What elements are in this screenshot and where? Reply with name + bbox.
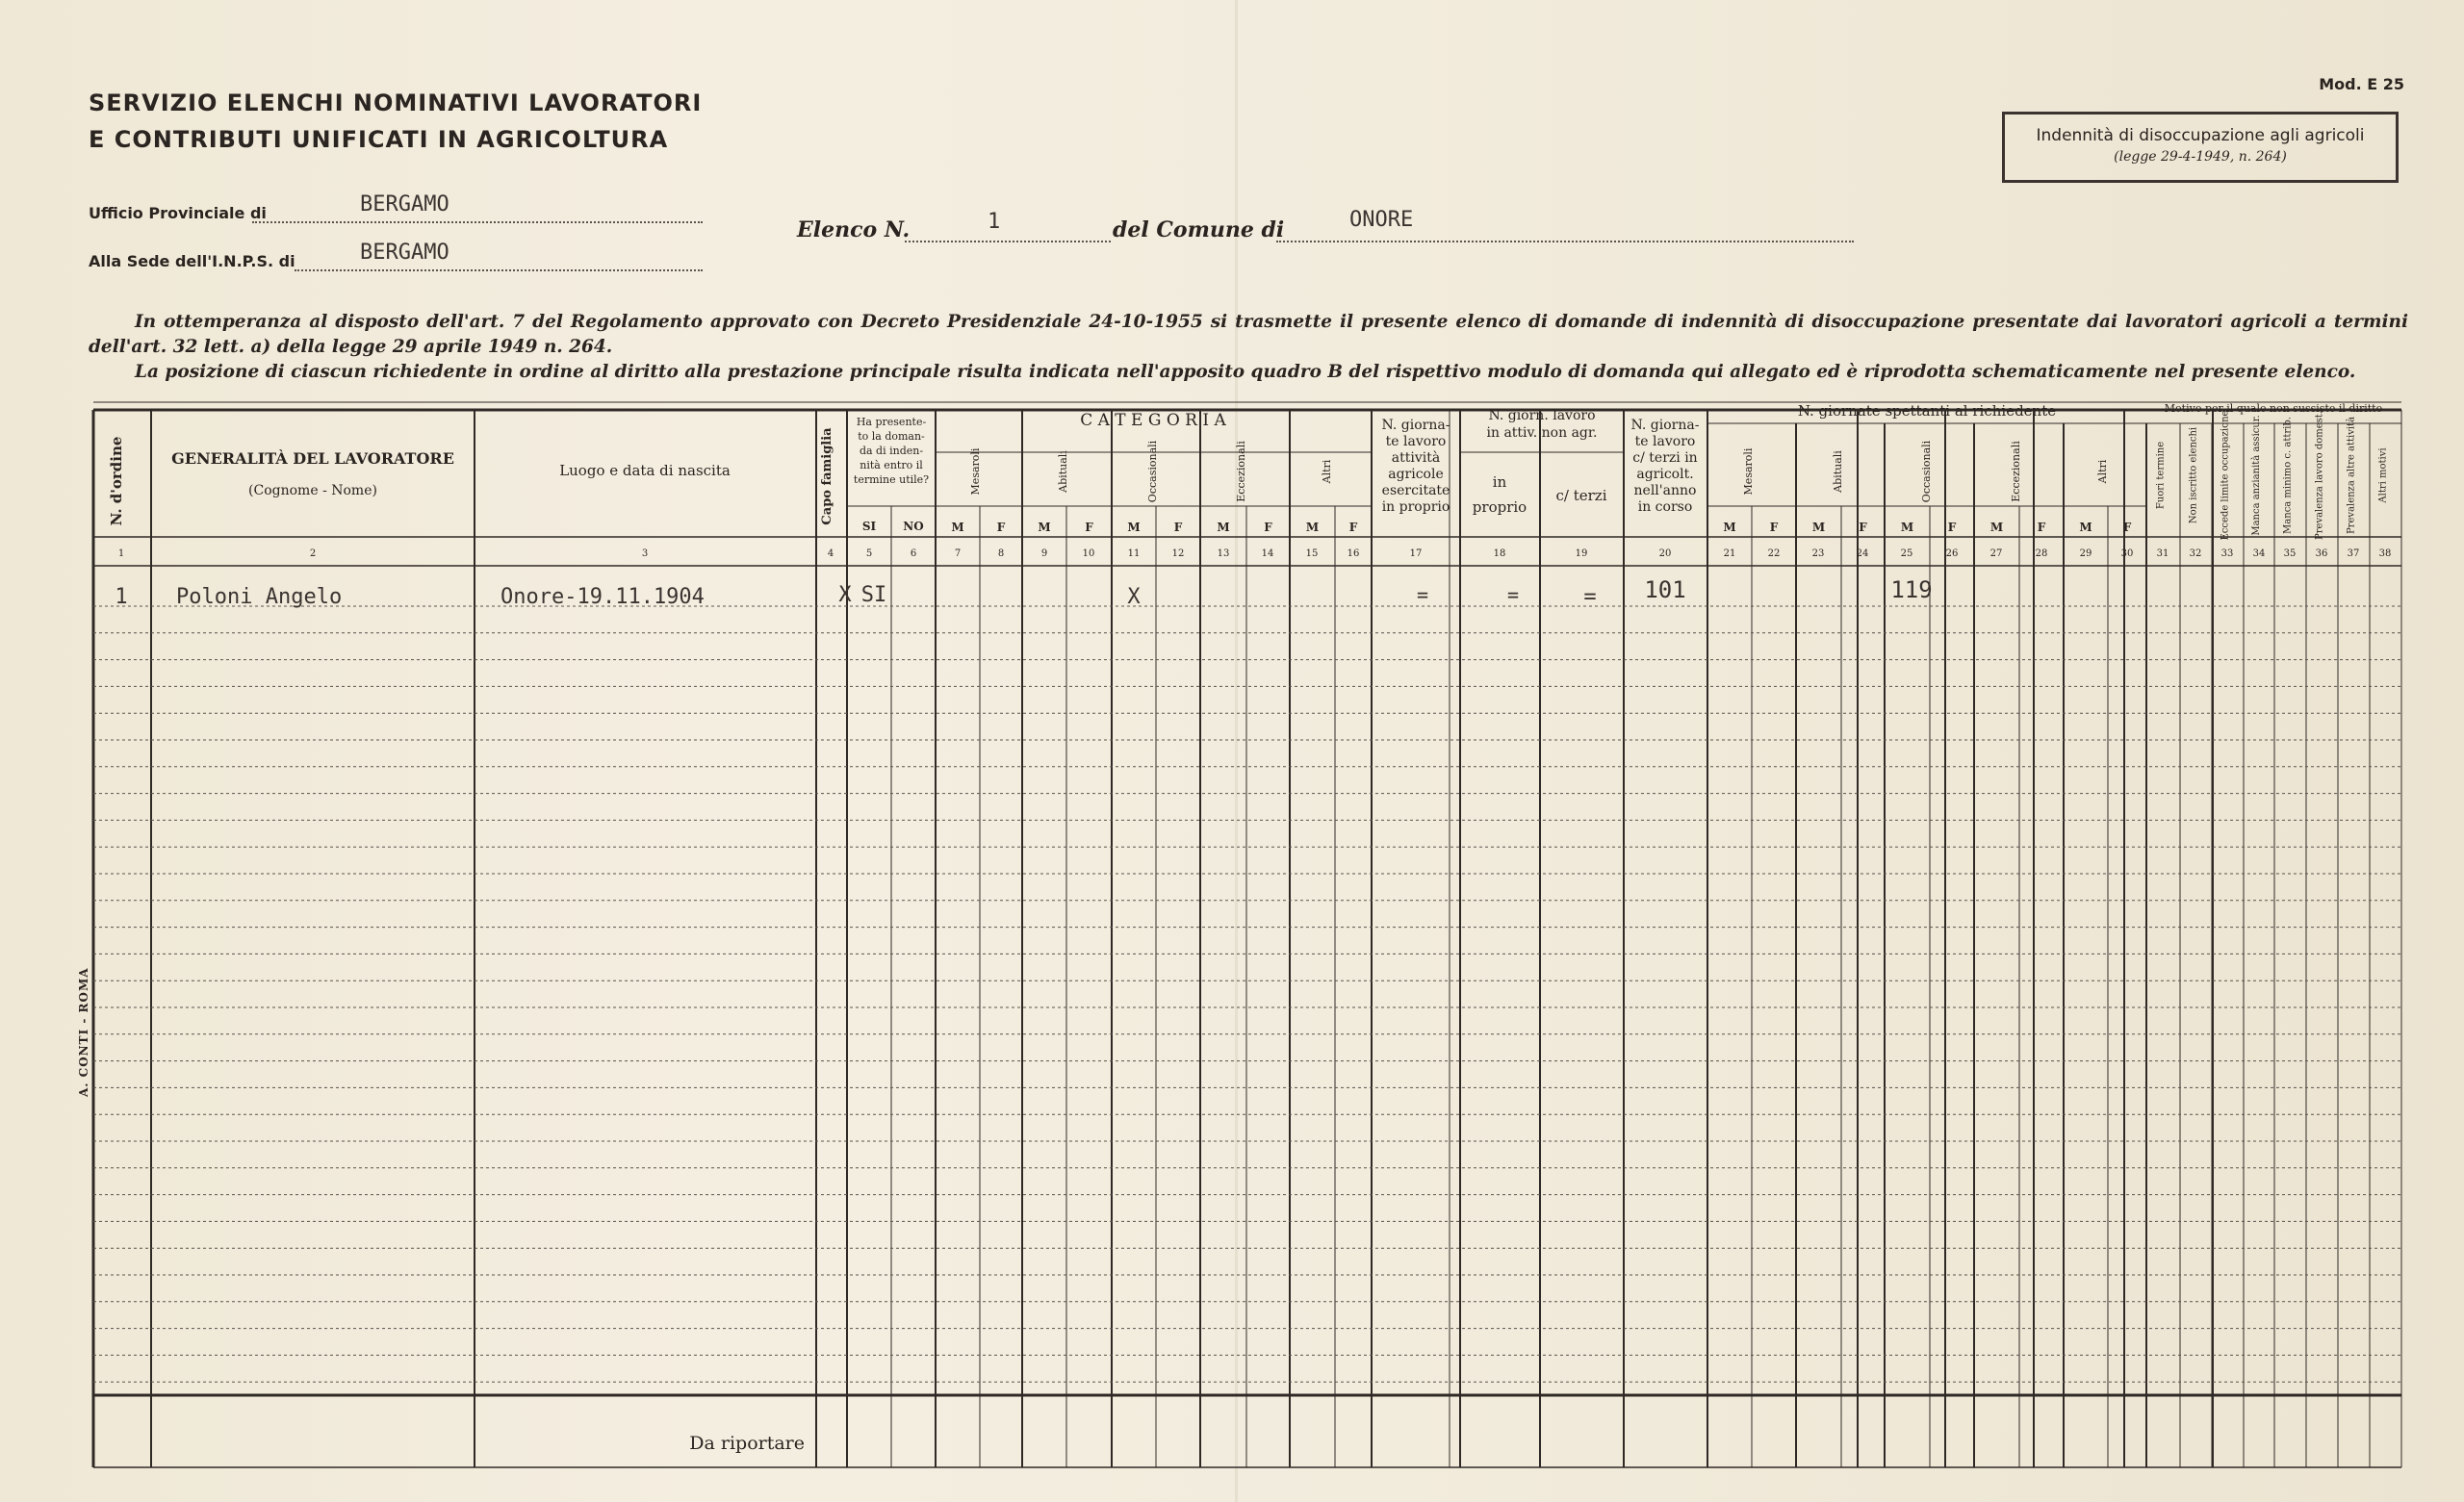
motivo-5: Prevalenza lavoro domest.: [2314, 411, 2325, 540]
col-18-header: in: [1492, 473, 1507, 491]
col-capo-header: Capo famiglia: [820, 427, 834, 525]
entry-col20: 101: [1644, 576, 1686, 603]
column-number: 3: [641, 548, 649, 559]
motivo-7: Altri motivi: [2377, 447, 2389, 503]
entry-ordine: 1: [115, 585, 128, 609]
column-number: 21: [1723, 548, 1736, 559]
mf-label: M: [1811, 521, 1826, 534]
motivo-3: Manca anzianità assicur.: [2251, 415, 2262, 536]
col-cognome-header: (Cognome - Nome): [248, 483, 377, 498]
col-no-header: NO: [903, 520, 924, 533]
category-2: Occasionali: [1146, 440, 1159, 503]
col-presentato-header: da di inden-: [859, 445, 924, 457]
mf-label: M: [1038, 521, 1051, 534]
mf-label: M: [1989, 521, 2004, 534]
sede-value[interactable]: BERGAMO: [360, 241, 449, 265]
motivo-1: Non iscritto elenchi: [2188, 426, 2199, 524]
column-number: 34: [2252, 548, 2266, 559]
entry-capo: X: [838, 583, 852, 607]
mf-label: F: [2122, 521, 2132, 534]
category-3: Eccezionali: [1235, 441, 1247, 502]
category-4: Altri: [1321, 459, 1333, 484]
col-17-header: attività: [1391, 450, 1441, 466]
col-18-header: proprio: [1472, 498, 1527, 516]
motivo-4: Manca minimo c. attrib.: [2282, 417, 2294, 534]
motivo-header: Motivo per il quale non sussiste il diritto: [2164, 402, 2383, 415]
spettanti-category-2: Occasionali: [1920, 440, 1933, 503]
entry-si: SI: [860, 583, 887, 607]
col-17-header: agricole: [1388, 467, 1444, 482]
column-number: 13: [1217, 548, 1230, 559]
category-0: Mesaroli: [969, 447, 982, 496]
mf-label: F: [1264, 521, 1272, 534]
entry-col17: =: [1416, 583, 1429, 606]
column-number: 14: [1261, 548, 1274, 559]
col-presentato-header: to la doman-: [858, 430, 925, 443]
indemnity-box-title: Indennità di disoccupazione agli agricoli: [2036, 126, 2365, 145]
column-number: 19: [1575, 548, 1588, 559]
spettanti-category-1: Abituali: [1832, 450, 1844, 493]
entry-occasionali-giornate: 119: [1890, 576, 1933, 603]
col-si-header: SI: [861, 520, 877, 533]
mf-label: M: [951, 521, 964, 534]
mf-label: F: [1859, 521, 1867, 534]
mf-label: F: [1348, 521, 1358, 534]
column-number: 25: [1900, 548, 1913, 559]
org-line-2: E CONTRIBUTI UNIFICATI IN AGRICOLTURA: [89, 126, 669, 153]
col-18-19-header: in attiv. non agr.: [1486, 425, 1598, 441]
col-17-header: te lavoro: [1385, 434, 1447, 449]
col-presentato-header: Ha presente-: [856, 416, 927, 428]
org-line-1: SERVIZIO ELENCHI NOMINATIVI LAVORATORI: [89, 89, 703, 116]
column-number: 9: [1040, 548, 1048, 559]
column-number: 5: [865, 548, 873, 559]
column-number: 37: [2347, 548, 2360, 559]
column-number: 12: [1171, 548, 1185, 559]
column-number: 27: [1989, 548, 2003, 559]
ufficio-label: Ufficio Provinciale di: [89, 204, 267, 222]
sede-label: Alla Sede dell'I.N.P.S. di: [89, 252, 295, 270]
column-number: 17: [1409, 548, 1423, 559]
column-number: 26: [1945, 548, 1959, 559]
entry-col19: =: [1583, 585, 1597, 609]
col-17-header: N. giorna-: [1381, 418, 1450, 433]
col-20-header: nell'anno: [1633, 483, 1697, 498]
column-number: 31: [2156, 548, 2169, 559]
model-number: Mod. E 25: [2319, 75, 2404, 93]
column-number: 28: [2035, 548, 2048, 559]
printer-credit: A. CONTI - ROMA: [77, 967, 90, 1097]
column-number: 36: [2315, 548, 2328, 559]
column-number: 20: [1658, 548, 1672, 559]
col-luogo-header: Luogo e data di nascita: [559, 462, 731, 479]
col-18-19-header: N. giorn. lavoro: [1488, 408, 1596, 423]
mf-label: M: [1305, 521, 1320, 534]
categoria-header: C A T E G O R I A: [1080, 411, 1226, 430]
ufficio-value[interactable]: BERGAMO: [360, 192, 449, 216]
footer-da-riportare: Da riportare: [689, 1433, 805, 1454]
mf-label: M: [1900, 521, 1914, 534]
entry-col18: =: [1506, 583, 1520, 606]
intro-paragraph-2: La posizione di ciascun richiedente in ordine al diritto alla prestazione principale risulta indicata nell'apposito quadro B del rispettivo modulo di domanda qui allegato ed è riprodotta schematicamente nel presente elenco.: [135, 362, 2356, 382]
col-20-header: in corso: [1637, 499, 1693, 515]
mf-label: F: [1769, 521, 1779, 534]
column-number: 38: [2378, 548, 2392, 559]
column-number: 33: [2220, 548, 2234, 559]
col-17-header: in proprio: [1381, 499, 1450, 515]
col-generalita-header: GENERALITÀ DEL LAVORATORE: [171, 449, 454, 468]
mf-label: M: [1217, 521, 1230, 534]
table-header-text: [108, 402, 2391, 1454]
column-number: 1: [117, 548, 125, 559]
entry-nome: Poloni Angelo: [176, 585, 343, 609]
column-number: 8: [997, 548, 1005, 559]
col-20-header: te lavoro: [1634, 434, 1696, 449]
elenco-label: Elenco N.: [797, 217, 911, 242]
intro-paragraph-1: In ottemperanza al disposto dell'art. 7 del Regolamento approvato con Decreto Presidenziale 24-10-1955 si trasmette il presente elenco di domande di indennità di disoccupazione presentate dai lavoratori agricoli a termini dell'art. 32 lett. a) della legge 29 aprile 1949 n. 264.: [89, 312, 2408, 357]
motivo-6: Prevalenza altre attività: [2346, 416, 2357, 535]
col-19-header: c/ terzi: [1555, 487, 1607, 504]
comune-label: del Comune di: [1113, 217, 1285, 242]
column-number: 2: [309, 548, 317, 559]
row-rules: [93, 606, 2401, 1382]
mf-label: F: [2037, 521, 2046, 534]
column-number: 32: [2189, 548, 2202, 559]
entry-occasionali-m: X: [1127, 585, 1141, 609]
column-number: 10: [1082, 548, 1095, 559]
table-entries: [115, 576, 1932, 609]
column-number: 18: [1493, 548, 1506, 559]
col-20-header: c/ terzi in: [1632, 450, 1698, 466]
spettanti-category-4: Altri: [2096, 459, 2109, 484]
col-presentato-header: termine utile?: [853, 473, 930, 486]
motivo-0: Fuori termine: [2155, 441, 2167, 510]
indemnity-box-law: (legge 29-4-1949, n. 264): [2114, 149, 2287, 165]
column-number: 30: [2120, 548, 2134, 559]
col-20-header: N. giorna-: [1630, 418, 1700, 433]
column-number: 24: [1856, 548, 1869, 559]
spettanti-category-0: Mesaroli: [1742, 447, 1755, 496]
comune-value[interactable]: ONORE: [1349, 208, 1414, 232]
column-number: 23: [1811, 548, 1825, 559]
col-20-header: agricolt.: [1636, 467, 1694, 482]
column-number: 16: [1347, 548, 1360, 559]
spettanti-category-3: Eccezionali: [2010, 441, 2022, 502]
mf-label: M: [2079, 521, 2092, 534]
mf-label: F: [996, 521, 1006, 534]
entry-nascita: Onore-19.11.1904: [500, 585, 705, 609]
column-number: 7: [954, 548, 962, 559]
column-number: 15: [1305, 548, 1319, 559]
mf-label: F: [1085, 521, 1093, 534]
table-lines: [93, 402, 2401, 1467]
column-number: 29: [2079, 548, 2092, 559]
column-number: 22: [1767, 548, 1781, 559]
column-number: 11: [1127, 548, 1141, 559]
mf-label: F: [1947, 521, 1957, 534]
spettanti-header: N. giornate spettanti al richiedente: [1797, 402, 2057, 420]
mf-label: F: [1173, 521, 1183, 534]
category-1: Abituali: [1057, 450, 1069, 493]
elenco-value[interactable]: 1: [988, 210, 1001, 234]
mf-label: M: [1723, 521, 1736, 534]
column-number: 4: [827, 548, 834, 559]
mf-label: M: [1127, 521, 1141, 534]
col-17-header: esercitate: [1381, 483, 1450, 498]
col-presentato-header: nità entro il: [860, 459, 923, 471]
col-ordine-header: N. d'ordine: [108, 436, 125, 526]
motivo-2: Eccede limite occupazione: [2220, 410, 2231, 541]
column-number: 35: [2283, 548, 2297, 559]
column-number: 6: [910, 548, 917, 559]
